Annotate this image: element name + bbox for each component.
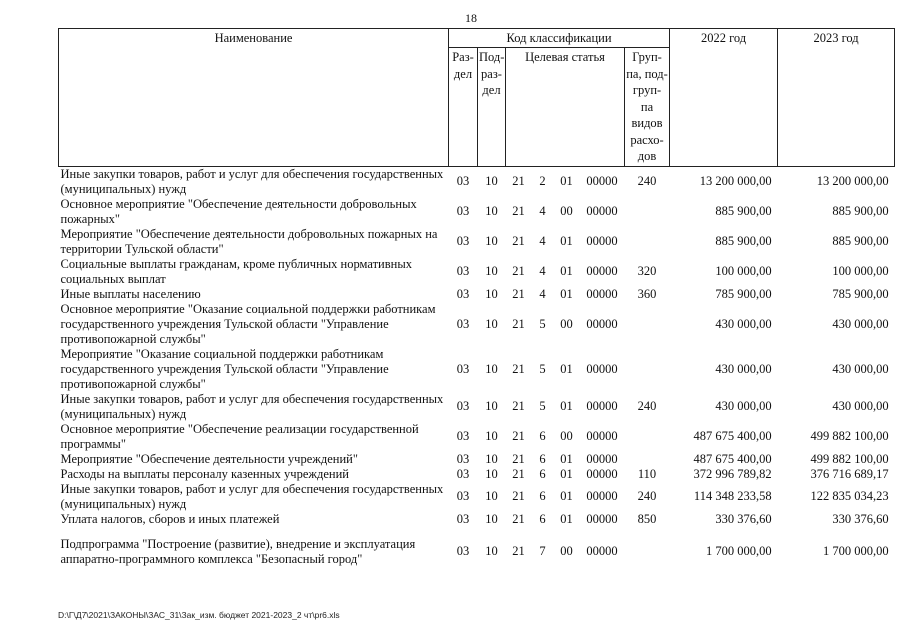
row-target-direction: 00000: [586, 429, 618, 443]
header-podrazdel-line: раз-: [481, 66, 502, 81]
row-razdel: 03: [456, 286, 470, 301]
row-razdel: 03: [456, 511, 470, 526]
row-target-event: 00: [560, 204, 573, 218]
row-target-program: 21: [512, 234, 525, 248]
row-expense-group: 240: [637, 489, 657, 503]
row-target-subprogram: 4: [539, 204, 546, 218]
header-podrazdel-line: дел: [482, 83, 501, 97]
row-amount-2023: 885 900,00: [832, 234, 889, 248]
row-target-program: 21: [512, 316, 525, 331]
row-amount-2023: 430 000,00: [832, 399, 889, 413]
row-target-program: 21: [512, 451, 525, 466]
row-target-program: 21: [512, 286, 525, 301]
row-target-event: 00: [560, 429, 573, 443]
row-podrazdel: 10: [485, 286, 498, 301]
row-expense-group: [625, 302, 670, 347]
table-row: [59, 392, 895, 422]
row-target-subprogram: 6: [539, 466, 546, 481]
row-expense-group: [625, 537, 670, 567]
row-target-subprogram: 6: [539, 511, 546, 526]
header-razdel-line: дел: [453, 66, 473, 81]
table-spacer: [59, 527, 895, 537]
row-target-subprogram: 6: [539, 451, 546, 466]
row-target-subprogram: 6: [539, 429, 546, 443]
row-amount-2023: 430 000,00: [832, 316, 889, 331]
row-amount-2023: 430 000,00: [832, 361, 889, 376]
header-group-line: па: [640, 99, 654, 114]
header-group-line: расхо-: [630, 132, 664, 147]
row-amount-2022: 487 675 400,00: [693, 451, 772, 466]
row-expense-group: 240: [637, 174, 657, 188]
row-name: Мероприятие "Оказание социальной поддержки работникам государственного учреждения Тульской области "Управление противопожарной службы": [60, 346, 389, 391]
row-razdel: 03: [456, 174, 470, 188]
row-razdel: 03: [456, 489, 470, 503]
row-name: Основное мероприятие "Обеспечение деятельности добровольных пожарных": [60, 196, 417, 226]
row-expense-group: [625, 227, 670, 257]
row-target-direction: 00000: [586, 544, 618, 558]
row-target-event: 01: [560, 361, 573, 376]
row-podrazdel: 10: [485, 429, 498, 443]
row-amount-2022: 430 000,00: [715, 316, 772, 331]
row-expense-group: [625, 422, 670, 452]
row-target-direction: 00000: [586, 234, 618, 248]
row-target-event: 01: [560, 264, 573, 278]
row-podrazdel: 10: [485, 544, 498, 558]
row-target-event: 00: [560, 316, 573, 331]
row-target-subprogram: 5: [539, 361, 546, 376]
row-name: Мероприятие "Обеспечение деятельности учреждений": [60, 451, 358, 466]
row-amount-2022: 100 000,00: [715, 264, 772, 278]
row-amount-2023: 785 900,00: [832, 286, 889, 301]
row-target-event: 00: [560, 544, 573, 558]
row-amount-2023: 885 900,00: [832, 204, 889, 218]
header-podrazdel: [478, 48, 506, 167]
row-target-event: 01: [560, 489, 573, 503]
row-amount-2022: 885 900,00: [715, 234, 772, 248]
header-target-article: Целевая статья: [506, 48, 625, 167]
row-target-subprogram: 4: [539, 264, 546, 278]
table-row: [59, 227, 895, 257]
table-row: [59, 467, 895, 482]
row-amount-2022: 1 700 000,00: [705, 544, 772, 558]
row-razdel: 03: [456, 451, 470, 466]
row-target-direction: 00000: [586, 451, 618, 466]
row-target-subprogram: 2: [539, 174, 546, 188]
row-target-direction: 00000: [586, 511, 618, 526]
row-expense-group: 110: [637, 466, 657, 481]
header-expense-group: [625, 48, 670, 167]
table-row: [59, 537, 895, 567]
row-target-direction: 00000: [586, 264, 618, 278]
row-target-event: 01: [560, 399, 573, 413]
row-podrazdel: 10: [485, 234, 498, 248]
row-name: Основное мероприятие "Обеспечение реализации государственной программы": [60, 421, 419, 451]
row-razdel: 03: [456, 361, 470, 376]
row-target-subprogram: 4: [539, 234, 546, 248]
row-name: Мероприятие "Обеспечение деятельности добровольных пожарных на территории Тульской области": [60, 226, 438, 256]
row-amount-2023: 499 882 100,00: [810, 429, 889, 443]
row-amount-2022: 330 376,60: [715, 511, 772, 526]
table-row: [59, 302, 895, 347]
table-row: [59, 347, 895, 392]
row-razdel: 03: [456, 466, 470, 481]
row-name: Основное мероприятие "Оказание социальной поддержки работникам государственного учреждения Тульской области "Управление противопожарной службы": [60, 301, 436, 346]
row-expense-group: [625, 197, 670, 227]
table-row: [59, 287, 895, 302]
row-amount-2023: 100 000,00: [832, 264, 889, 278]
row-target-direction: 00000: [586, 204, 618, 218]
header-group-line: груп-: [632, 83, 662, 97]
row-name: Подпрограмма "Построение (развитие), внедрение и эксплуатация аппаратно-программного комплекса "Безопасный город": [60, 536, 416, 566]
row-expense-group: 320: [637, 264, 657, 278]
row-target-program: 21: [512, 264, 525, 278]
row-amount-2022: 13 200 000,00: [699, 174, 772, 188]
row-target-subprogram: 7: [539, 544, 546, 558]
row-target-program: 21: [512, 544, 525, 558]
row-target-event: 01: [560, 234, 573, 248]
row-podrazdel: 10: [485, 489, 498, 503]
row-target-subprogram: 6: [539, 489, 546, 503]
row-target-direction: 00000: [586, 361, 618, 376]
table-body: [59, 166, 895, 567]
row-amount-2022: 430 000,00: [715, 399, 772, 413]
row-expense-group: 850: [637, 511, 657, 526]
row-target-event: 01: [560, 174, 573, 188]
row-amount-2023: 122 835 034,23: [810, 489, 889, 503]
row-razdel: 03: [456, 204, 470, 218]
budget-table: [58, 28, 895, 567]
table-row: [59, 257, 895, 287]
file-path-footer: D:\Г\Д7\2021\ЗАКОНЫ\ЗАС_31\Зак_изм. бюджет 2021-2023_2 чт\pr6.xls: [58, 610, 340, 620]
row-name: Иные закупки товаров, работ и услуг для обеспечения государственных (муниципальных) нужд: [60, 481, 444, 511]
row-amount-2022: 372 996 789,82: [693, 466, 772, 481]
row-amount-2023: 376 716 689,17: [810, 466, 889, 481]
row-expense-group: [625, 452, 670, 467]
row-podrazdel: 10: [485, 511, 498, 526]
row-target-event: 01: [560, 511, 573, 526]
row-amount-2023: 499 882 100,00: [810, 451, 889, 466]
row-target-program: 21: [512, 466, 525, 481]
page-number: 18: [465, 11, 477, 25]
row-podrazdel: 10: [485, 361, 498, 376]
row-target-program: 21: [512, 361, 525, 376]
row-target-direction: 00000: [586, 316, 618, 331]
row-amount-2022: 885 900,00: [715, 204, 772, 218]
row-target-direction: 00000: [586, 466, 618, 481]
row-target-program: 21: [512, 174, 525, 188]
table-row: [59, 512, 895, 527]
header-year-2022: 2022 год: [670, 29, 778, 167]
row-razdel: 03: [456, 264, 470, 278]
row-podrazdel: 10: [485, 451, 498, 466]
table-row: [59, 197, 895, 227]
row-name: Социальные выплаты гражданам, кроме публичных нормативных социальных выплат: [60, 256, 412, 286]
row-expense-group: 240: [637, 399, 657, 413]
row-target-direction: 00000: [586, 286, 618, 301]
row-target-program: 21: [512, 511, 525, 526]
header-group-line: Груп-: [632, 50, 662, 64]
row-target-program: 21: [512, 489, 525, 503]
row-name: Иные закупки товаров, работ и услуг для обеспечения государственных (муниципальных) нужд: [60, 391, 444, 421]
row-razdel: 03: [456, 316, 470, 331]
row-target-subprogram: 5: [539, 316, 546, 331]
row-amount-2023: 1 700 000,00: [822, 544, 889, 558]
table-row: [59, 482, 895, 512]
row-target-program: 21: [512, 204, 525, 218]
row-amount-2022: 487 675 400,00: [693, 429, 772, 443]
row-razdel: 03: [456, 429, 470, 443]
row-amount-2023: 330 376,60: [832, 511, 889, 526]
row-amount-2023: 13 200 000,00: [816, 174, 889, 188]
row-expense-group: [625, 347, 670, 392]
row-target-program: 21: [512, 429, 525, 443]
row-podrazdel: 10: [485, 399, 498, 413]
row-target-event: 01: [560, 451, 573, 466]
row-target-direction: 00000: [586, 174, 618, 188]
row-podrazdel: 10: [485, 466, 498, 481]
row-podrazdel: 10: [485, 264, 498, 278]
row-target-event: 01: [560, 286, 573, 301]
header-razdel: [449, 48, 478, 167]
row-name: Уплата налогов, сборов и иных платежей: [60, 511, 280, 526]
row-target-direction: 00000: [586, 489, 618, 503]
row-podrazdel: 10: [485, 316, 498, 331]
header-group-line: дов: [637, 149, 657, 163]
row-amount-2022: 430 000,00: [715, 361, 772, 376]
header-podrazdel-line: Под-: [479, 50, 505, 64]
row-target-direction: 00000: [586, 399, 618, 413]
table-spacer-cell: [59, 527, 895, 537]
row-name: Иные выплаты населению: [60, 286, 201, 301]
row-podrazdel: 10: [485, 204, 498, 218]
row-razdel: 03: [456, 544, 470, 558]
row-target-subprogram: 5: [539, 399, 546, 413]
row-expense-group: 360: [637, 286, 657, 301]
row-amount-2022: 785 900,00: [715, 286, 772, 301]
row-target-program: 21: [512, 399, 525, 413]
row-name: Иные закупки товаров, работ и услуг для обеспечения государственных (муниципальных) нужд: [60, 166, 444, 196]
row-razdel: 03: [456, 399, 470, 413]
header-razdel-line: Раз-: [452, 50, 474, 64]
row-target-event: 01: [560, 466, 573, 481]
header-classification: Код классификации: [449, 29, 670, 48]
row-target-subprogram: 4: [539, 286, 546, 301]
row-amount-2022: 114 348 233,58: [693, 489, 772, 503]
header-name: Наименование: [59, 29, 449, 167]
row-name: Расходы на выплаты персоналу казенных учреждений: [60, 466, 349, 481]
table-row: [59, 452, 895, 467]
header-group-line: видов: [631, 116, 663, 130]
header-year-2023: 2023 год: [778, 29, 895, 167]
table-row: [59, 166, 895, 197]
row-podrazdel: 10: [485, 174, 498, 188]
row-razdel: 03: [456, 234, 470, 248]
header-group-line: па, под-: [626, 66, 668, 81]
table-row: [59, 422, 895, 452]
